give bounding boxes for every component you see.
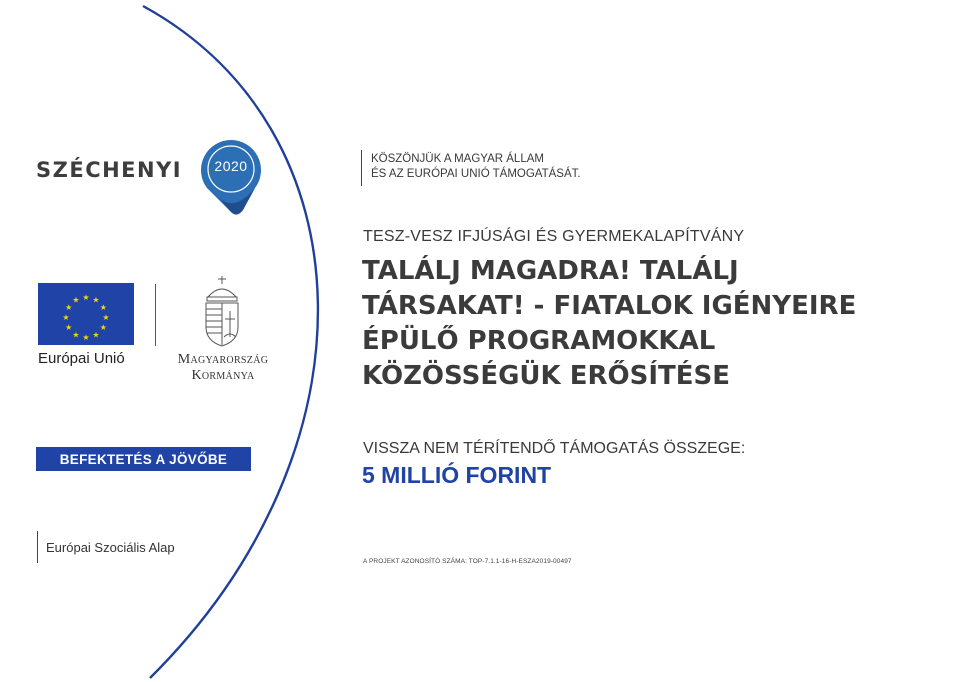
organization-name: TESZ-VESZ IFJÚSÁGI ÉS GYERMEKALAPÍTVÁNY — [363, 228, 745, 245]
szechenyi-wordmark: SZÉCHENYI — [36, 158, 183, 182]
grant-amount: 5 MILLIÓ FORINT — [362, 462, 552, 488]
svg-text:★: ★ — [82, 333, 90, 342]
svg-text:★: ★ — [102, 313, 110, 322]
svg-text:★: ★ — [92, 295, 100, 305]
esf-label: Európai Szociális Alap — [46, 540, 175, 555]
grant-label: VISSZA NEM TÉRÍTENDŐ TÁMOGATÁS ÖSSZEGE: — [363, 440, 746, 457]
coat-of-arms-icon — [200, 275, 244, 347]
svg-text:★: ★ — [65, 303, 73, 312]
logo-divider — [155, 284, 156, 346]
project-title-line: KÖZÖSSÉGÜK ERŐSÍTÉSE — [362, 361, 730, 391]
esf-divider — [37, 531, 38, 563]
thanks-line-2: ÉS AZ EURÓPAI UNIÓ TÁMOGATÁSÁT. — [371, 168, 581, 180]
eu-label: Európai Unió — [38, 350, 125, 367]
svg-text:★: ★ — [99, 323, 107, 332]
svg-text:★: ★ — [65, 323, 73, 332]
government-label-line1: Magyarország — [177, 352, 269, 367]
szechenyi-year: 2020 — [214, 158, 248, 174]
svg-text:★: ★ — [72, 295, 80, 305]
thanks-line-1: KÖSZÖNJÜK A MAGYAR ÁLLAM — [371, 153, 544, 165]
svg-text:★: ★ — [72, 330, 80, 340]
svg-text:★: ★ — [99, 303, 107, 312]
thanks-text — [371, 152, 581, 182]
project-title-line: TÁRSAKAT! - FIATALOK IGÉNYEIRE — [362, 291, 857, 321]
svg-text:★: ★ — [62, 313, 70, 322]
government-label — [168, 352, 278, 384]
location-pin-icon — [197, 138, 267, 218]
eu-stars-icon — [38, 283, 134, 345]
project-title-line: ÉPÜLŐ PROGRAMOKKAL — [362, 326, 716, 356]
project-title — [362, 254, 942, 394]
eu-flag — [38, 283, 134, 345]
svg-text:★: ★ — [82, 293, 90, 302]
thanks-divider — [361, 150, 362, 186]
project-title-line: TALÁLJ MAGADRA! TALÁLJ — [362, 256, 739, 286]
government-label-line2: Kormánya — [191, 368, 255, 383]
invest-badge: BEFEKTETÉS A JÖVŐBE — [36, 447, 251, 471]
svg-text:★: ★ — [92, 330, 100, 340]
project-id: A PROJEKT AZONOSÍTÓ SZÁMA: TOP-7.1.1-16-H-ESZA2019-00497 — [363, 558, 572, 565]
